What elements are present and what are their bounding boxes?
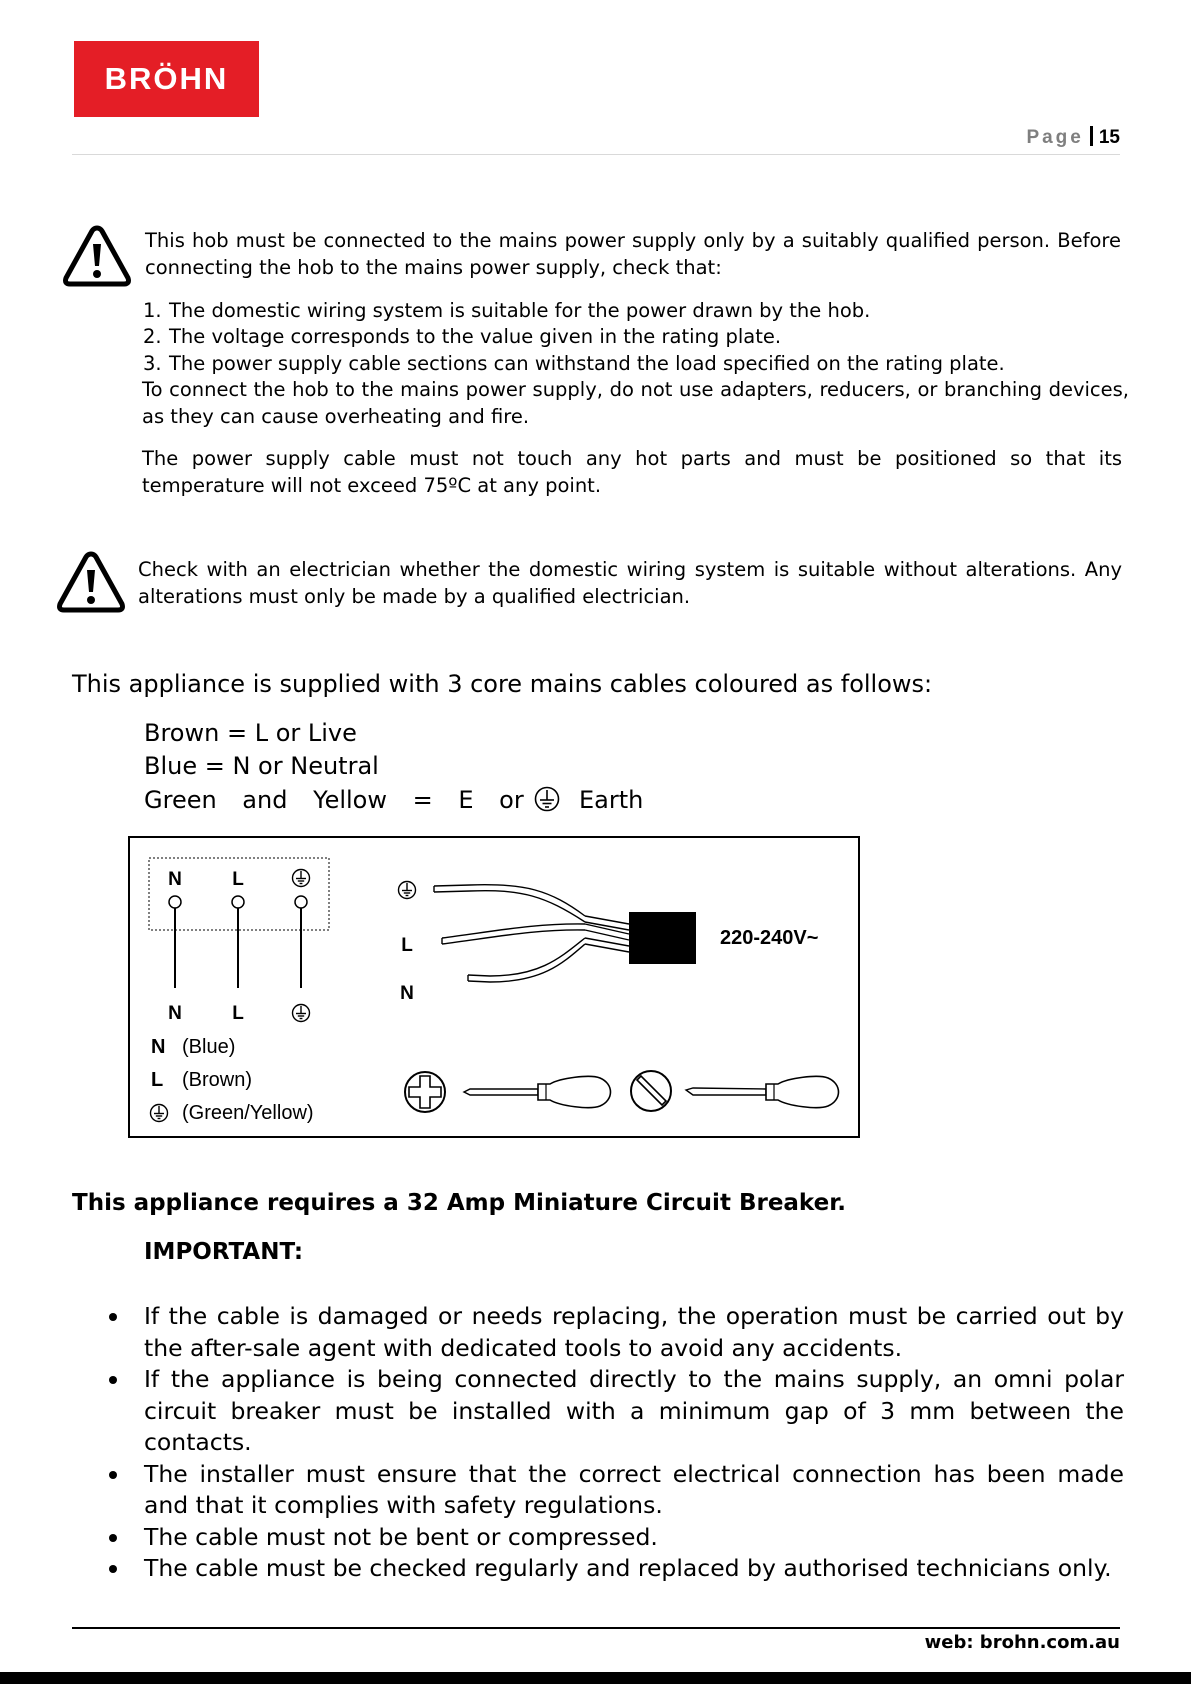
logo-text: BRÖHN (104, 61, 229, 96)
warning1-intro-line2: connecting the hob to the mains power supply, check that: (145, 256, 722, 279)
page-indicator (980, 126, 1120, 149)
footer-web-address: web: brohn.com.au (924, 1632, 1120, 1653)
earth-ground-icon (533, 785, 561, 813)
legend-n-label: (Blue) (182, 1036, 236, 1058)
adapters-note: To connect the hob to the mains power supply, do not use adapters, reducers, or branching devices, as they can cause overheating and fire. (142, 378, 1129, 428)
list-item: The cable must be checked regularly and replaced by authorised technicians only. (90, 1553, 1124, 1585)
terminal-top-l: L (232, 869, 244, 890)
legend-earth-label: (Green/Yellow) (182, 1102, 314, 1124)
cable-earth-icon (399, 882, 416, 899)
warning2-text: Check with an electrician whether the domestic wiring system is suitable without alterations. Any alterations must only be made by a qualified electrician. (138, 558, 1122, 608)
warning1-intro-line1: This hob must be connected to the mains power supply only by a suitably qualified person. Before (145, 229, 1121, 252)
wiring-diagram (128, 836, 860, 1138)
cable-label-n: N (400, 983, 414, 1004)
important-bullet-list (90, 1301, 1124, 1585)
important-heading: IMPORTANT: (144, 1239, 304, 1265)
cable-label-l: L (401, 935, 413, 956)
terminal-bottom-earth-icon (293, 1005, 310, 1022)
cable-bundle (399, 882, 819, 1005)
phillips-screwdriver-icon (405, 1072, 611, 1112)
legend-l-label: (Brown) (182, 1069, 253, 1091)
check-item: 3. The power supply cable sections can withstand the load specified on the rating plate. (143, 352, 1005, 375)
legend-l-symbol: L (151, 1069, 164, 1091)
cable-temperature-note: The power supply cable must not touch any hot parts and must be positioned so that its temperature will not exceed 75ºC at any point. (142, 447, 1122, 497)
terminal-top-n: N (168, 869, 182, 890)
terminal-bottom-l: L (232, 1003, 244, 1024)
warning-triangle-icon (56, 550, 126, 614)
voltage-label: 220-240V~ (720, 927, 819, 949)
brand-logo (74, 41, 259, 117)
terminal-bottom-n: N (168, 1003, 182, 1024)
footer-band (0, 1672, 1191, 1684)
list-item: If the appliance is being connected directly to the mains supply, an omni polar circuit breaker must be installed with a minimum gap of 3 mm between the contacts. (90, 1364, 1124, 1459)
circuit-breaker-requirement: This appliance requires a 32 Amp Miniature Circuit Breaker. (72, 1190, 847, 1216)
legend-earth-icon (151, 1105, 168, 1122)
check-item: 1. The domestic wiring system is suitable for the power drawn by the hob. (143, 299, 871, 322)
header-divider (72, 154, 1120, 155)
check-item: 2. The voltage corresponds to the value given in the rating plate. (143, 325, 782, 348)
diagram-legend (151, 1036, 314, 1124)
page-number: 15 (1098, 127, 1120, 148)
footer-divider (72, 1627, 1120, 1629)
legend-n-symbol: N (151, 1036, 166, 1058)
cable-blue: Blue = N or Neutral (144, 752, 379, 780)
page-word: Page (1026, 127, 1084, 148)
cables-lead: This appliance is supplied with 3 core mains cables coloured as follows: (72, 670, 933, 698)
terminal-block (149, 858, 329, 1024)
list-item: The cable must not be bent or compressed. (90, 1522, 1124, 1554)
cable-green-yellow: Green and Yellow = E or Earth (144, 786, 644, 814)
page-separator (1090, 126, 1093, 146)
cable-brown: Brown = L or Live (144, 719, 357, 747)
list-item: If the cable is damaged or needs replacing, the operation must be carried out by the after-sale agent with dedicated tools to avoid any accidents. (90, 1301, 1124, 1364)
terminal-top-earth-icon (293, 870, 310, 887)
warning-triangle-icon (62, 224, 132, 288)
flathead-screwdriver-icon (631, 1071, 839, 1111)
list-item: The installer must ensure that the correct electrical connection has been made and that it complies with safety regulations. (90, 1459, 1124, 1522)
